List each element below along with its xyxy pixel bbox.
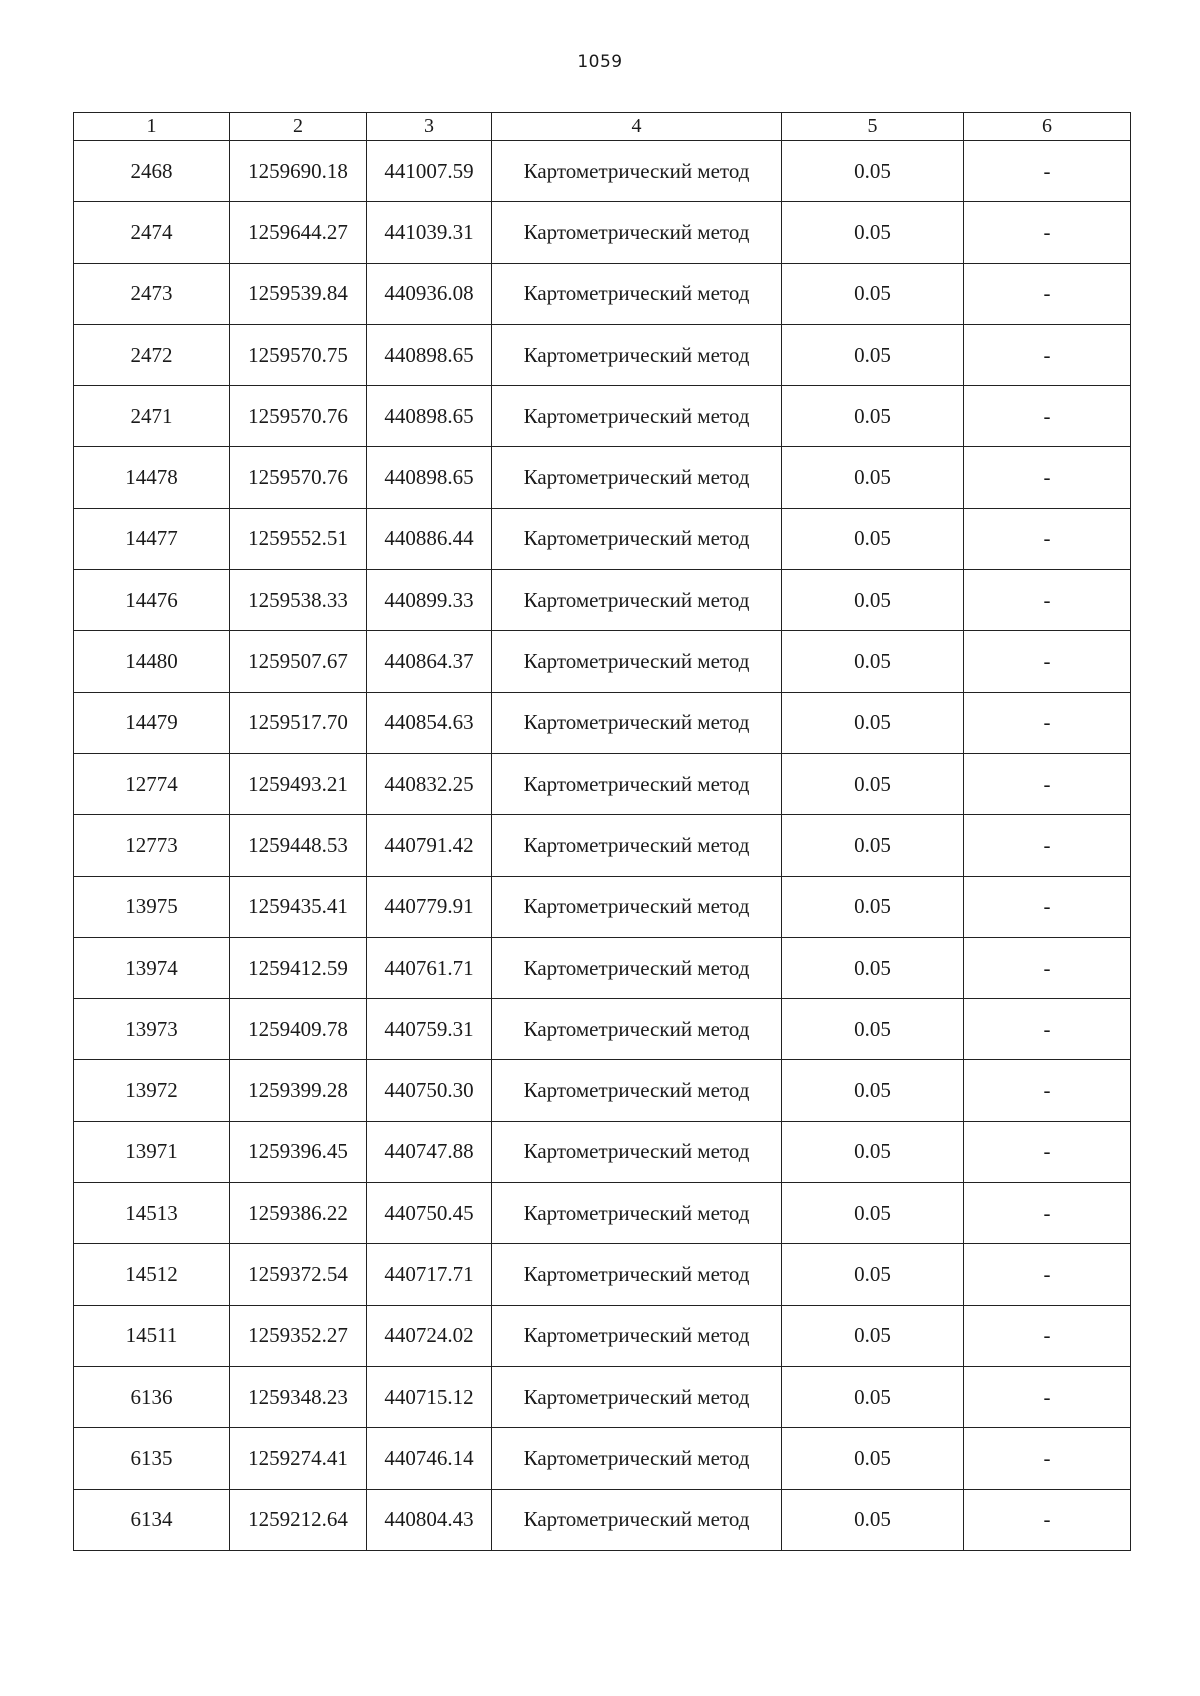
point-number-cell: 12773 — [74, 815, 230, 876]
accuracy-cell: 0.05 — [782, 1428, 964, 1489]
accuracy-cell: 0.05 — [782, 1366, 964, 1427]
point-number-cell: 2468 — [74, 141, 230, 202]
accuracy-cell: 0.05 — [782, 508, 964, 569]
x-coordinate-cell: 1259352.27 — [230, 1305, 367, 1366]
table-row — [74, 1060, 1131, 1121]
accuracy-cell: 0.05 — [782, 263, 964, 324]
note-cell: - — [964, 753, 1131, 814]
x-coordinate-cell: 1259396.45 — [230, 1121, 367, 1182]
table-row — [74, 1305, 1131, 1366]
y-coordinate-cell: 440779.91 — [367, 876, 492, 937]
note-cell: - — [964, 1060, 1131, 1121]
y-coordinate-cell: 440899.33 — [367, 570, 492, 631]
header-cell-6: 6 — [964, 113, 1131, 141]
note-cell: - — [964, 937, 1131, 998]
x-coordinate-cell: 1259399.28 — [230, 1060, 367, 1121]
accuracy-cell: 0.05 — [782, 1489, 964, 1550]
point-number-cell: 14511 — [74, 1305, 230, 1366]
x-coordinate-cell: 1259552.51 — [230, 508, 367, 569]
x-coordinate-cell: 1259570.76 — [230, 447, 367, 508]
note-cell: - — [964, 508, 1131, 569]
x-coordinate-cell: 1259448.53 — [230, 815, 367, 876]
x-coordinate-cell: 1259570.75 — [230, 324, 367, 385]
note-cell: - — [964, 1244, 1131, 1305]
point-number-cell: 13974 — [74, 937, 230, 998]
x-coordinate-cell: 1259507.67 — [230, 631, 367, 692]
x-coordinate-cell: 1259644.27 — [230, 202, 367, 263]
note-cell: - — [964, 1305, 1131, 1366]
method-cell: Картометрический метод — [492, 1183, 782, 1244]
method-cell: Картометрический метод — [492, 1366, 782, 1427]
method-cell: Картометрический метод — [492, 1489, 782, 1550]
page-number: 1059 — [577, 52, 623, 72]
x-coordinate-cell: 1259570.76 — [230, 386, 367, 447]
y-coordinate-cell: 440791.42 — [367, 815, 492, 876]
note-cell: - — [964, 1183, 1131, 1244]
y-coordinate-cell: 440761.71 — [367, 937, 492, 998]
method-cell: Картометрический метод — [492, 999, 782, 1060]
method-cell: Картометрический метод — [492, 1121, 782, 1182]
point-number-cell: 14513 — [74, 1183, 230, 1244]
x-coordinate-cell: 1259372.54 — [230, 1244, 367, 1305]
x-coordinate-cell: 1259409.78 — [230, 999, 367, 1060]
table-row — [74, 876, 1131, 937]
point-number-cell: 2473 — [74, 263, 230, 324]
note-cell: - — [964, 202, 1131, 263]
accuracy-cell: 0.05 — [782, 876, 964, 937]
accuracy-cell: 0.05 — [782, 815, 964, 876]
accuracy-cell: 0.05 — [782, 1305, 964, 1366]
method-cell: Картометрический метод — [492, 508, 782, 569]
point-number-cell: 13975 — [74, 876, 230, 937]
method-cell: Картометрический метод — [492, 631, 782, 692]
table-row — [74, 1428, 1131, 1489]
y-coordinate-cell: 440717.71 — [367, 1244, 492, 1305]
table-row — [74, 141, 1131, 202]
accuracy-cell: 0.05 — [782, 999, 964, 1060]
note-cell: - — [964, 1428, 1131, 1489]
note-cell: - — [964, 141, 1131, 202]
accuracy-cell: 0.05 — [782, 937, 964, 998]
accuracy-cell: 0.05 — [782, 631, 964, 692]
method-cell: Картометрический метод — [492, 263, 782, 324]
x-coordinate-cell: 1259493.21 — [230, 753, 367, 814]
y-coordinate-cell: 440832.25 — [367, 753, 492, 814]
y-coordinate-cell: 440750.30 — [367, 1060, 492, 1121]
y-coordinate-cell: 440759.31 — [367, 999, 492, 1060]
table-row — [74, 815, 1131, 876]
note-cell: - — [964, 692, 1131, 753]
accuracy-cell: 0.05 — [782, 692, 964, 753]
method-cell: Картометрический метод — [492, 447, 782, 508]
method-cell: Картометрический метод — [492, 386, 782, 447]
point-number-cell: 6135 — [74, 1428, 230, 1489]
note-cell: - — [964, 324, 1131, 385]
table-row — [74, 324, 1131, 385]
note-cell: - — [964, 999, 1131, 1060]
table-row — [74, 202, 1131, 263]
note-cell: - — [964, 1121, 1131, 1182]
y-coordinate-cell: 440715.12 — [367, 1366, 492, 1427]
point-number-cell: 2474 — [74, 202, 230, 263]
note-cell: - — [964, 1366, 1131, 1427]
point-number-cell: 13971 — [74, 1121, 230, 1182]
y-coordinate-cell: 440936.08 — [367, 263, 492, 324]
accuracy-cell: 0.05 — [782, 753, 964, 814]
header-cell-5: 5 — [782, 113, 964, 141]
method-cell: Картометрический метод — [492, 202, 782, 263]
table-row — [74, 1489, 1131, 1550]
method-cell: Картометрический метод — [492, 815, 782, 876]
y-coordinate-cell: 441039.31 — [367, 202, 492, 263]
point-number-cell: 6134 — [74, 1489, 230, 1550]
x-coordinate-cell: 1259386.22 — [230, 1183, 367, 1244]
header-cell-3: 3 — [367, 113, 492, 141]
method-cell: Картометрический метод — [492, 692, 782, 753]
point-number-cell: 2472 — [74, 324, 230, 385]
point-number-cell: 13972 — [74, 1060, 230, 1121]
note-cell: - — [964, 815, 1131, 876]
accuracy-cell: 0.05 — [782, 1060, 964, 1121]
accuracy-cell: 0.05 — [782, 570, 964, 631]
header-row — [74, 113, 1131, 141]
table-row — [74, 1366, 1131, 1427]
table-row — [74, 1121, 1131, 1182]
x-coordinate-cell: 1259412.59 — [230, 937, 367, 998]
table-row — [74, 1183, 1131, 1244]
accuracy-cell: 0.05 — [782, 141, 964, 202]
table-row — [74, 386, 1131, 447]
method-cell: Картометрический метод — [492, 570, 782, 631]
x-coordinate-cell: 1259690.18 — [230, 141, 367, 202]
table-body — [74, 141, 1131, 1551]
method-cell: Картометрический метод — [492, 1428, 782, 1489]
method-cell: Картометрический метод — [492, 1060, 782, 1121]
header-cell-4: 4 — [492, 113, 782, 141]
x-coordinate-cell: 1259212.64 — [230, 1489, 367, 1550]
point-number-cell: 14478 — [74, 447, 230, 508]
table-row — [74, 631, 1131, 692]
y-coordinate-cell: 441007.59 — [367, 141, 492, 202]
method-cell: Картометрический метод — [492, 324, 782, 385]
header-cell-1: 1 — [74, 113, 230, 141]
accuracy-cell: 0.05 — [782, 386, 964, 447]
method-cell: Картометрический метод — [492, 141, 782, 202]
method-cell: Картометрический метод — [492, 1305, 782, 1366]
accuracy-cell: 0.05 — [782, 1121, 964, 1182]
y-coordinate-cell: 440746.14 — [367, 1428, 492, 1489]
accuracy-cell: 0.05 — [782, 447, 964, 508]
y-coordinate-cell: 440898.65 — [367, 447, 492, 508]
accuracy-cell: 0.05 — [782, 1183, 964, 1244]
accuracy-cell: 0.05 — [782, 202, 964, 263]
method-cell: Картометрический метод — [492, 1244, 782, 1305]
y-coordinate-cell: 440724.02 — [367, 1305, 492, 1366]
method-cell: Картометрический метод — [492, 753, 782, 814]
note-cell: - — [964, 447, 1131, 508]
y-coordinate-cell: 440747.88 — [367, 1121, 492, 1182]
table-row — [74, 1244, 1131, 1305]
y-coordinate-cell: 440898.65 — [367, 324, 492, 385]
note-cell: - — [964, 876, 1131, 937]
point-number-cell: 14512 — [74, 1244, 230, 1305]
table-row — [74, 570, 1131, 631]
table-row — [74, 999, 1131, 1060]
x-coordinate-cell: 1259348.23 — [230, 1366, 367, 1427]
y-coordinate-cell: 440804.43 — [367, 1489, 492, 1550]
table-row — [74, 508, 1131, 569]
method-cell: Картометрический метод — [492, 937, 782, 998]
note-cell: - — [964, 1489, 1131, 1550]
header-cell-2: 2 — [230, 113, 367, 141]
y-coordinate-cell: 440750.45 — [367, 1183, 492, 1244]
coordinates-table — [73, 112, 1131, 1551]
point-number-cell: 12774 — [74, 753, 230, 814]
note-cell: - — [964, 570, 1131, 631]
note-cell: - — [964, 263, 1131, 324]
point-number-cell: 6136 — [74, 1366, 230, 1427]
y-coordinate-cell: 440854.63 — [367, 692, 492, 753]
table-row — [74, 937, 1131, 998]
point-number-cell: 13973 — [74, 999, 230, 1060]
point-number-cell: 14476 — [74, 570, 230, 631]
x-coordinate-cell: 1259274.41 — [230, 1428, 367, 1489]
table-row — [74, 692, 1131, 753]
x-coordinate-cell: 1259538.33 — [230, 570, 367, 631]
y-coordinate-cell: 440864.37 — [367, 631, 492, 692]
point-number-cell: 14477 — [74, 508, 230, 569]
table-row — [74, 753, 1131, 814]
y-coordinate-cell: 440898.65 — [367, 386, 492, 447]
point-number-cell: 14479 — [74, 692, 230, 753]
note-cell: - — [964, 386, 1131, 447]
x-coordinate-cell: 1259539.84 — [230, 263, 367, 324]
x-coordinate-cell: 1259517.70 — [230, 692, 367, 753]
y-coordinate-cell: 440886.44 — [367, 508, 492, 569]
point-number-cell: 14480 — [74, 631, 230, 692]
note-cell: - — [964, 631, 1131, 692]
table-row — [74, 447, 1131, 508]
x-coordinate-cell: 1259435.41 — [230, 876, 367, 937]
accuracy-cell: 0.05 — [782, 324, 964, 385]
table-header — [74, 113, 1131, 141]
table-row — [74, 263, 1131, 324]
accuracy-cell: 0.05 — [782, 1244, 964, 1305]
method-cell: Картометрический метод — [492, 876, 782, 937]
point-number-cell: 2471 — [74, 386, 230, 447]
